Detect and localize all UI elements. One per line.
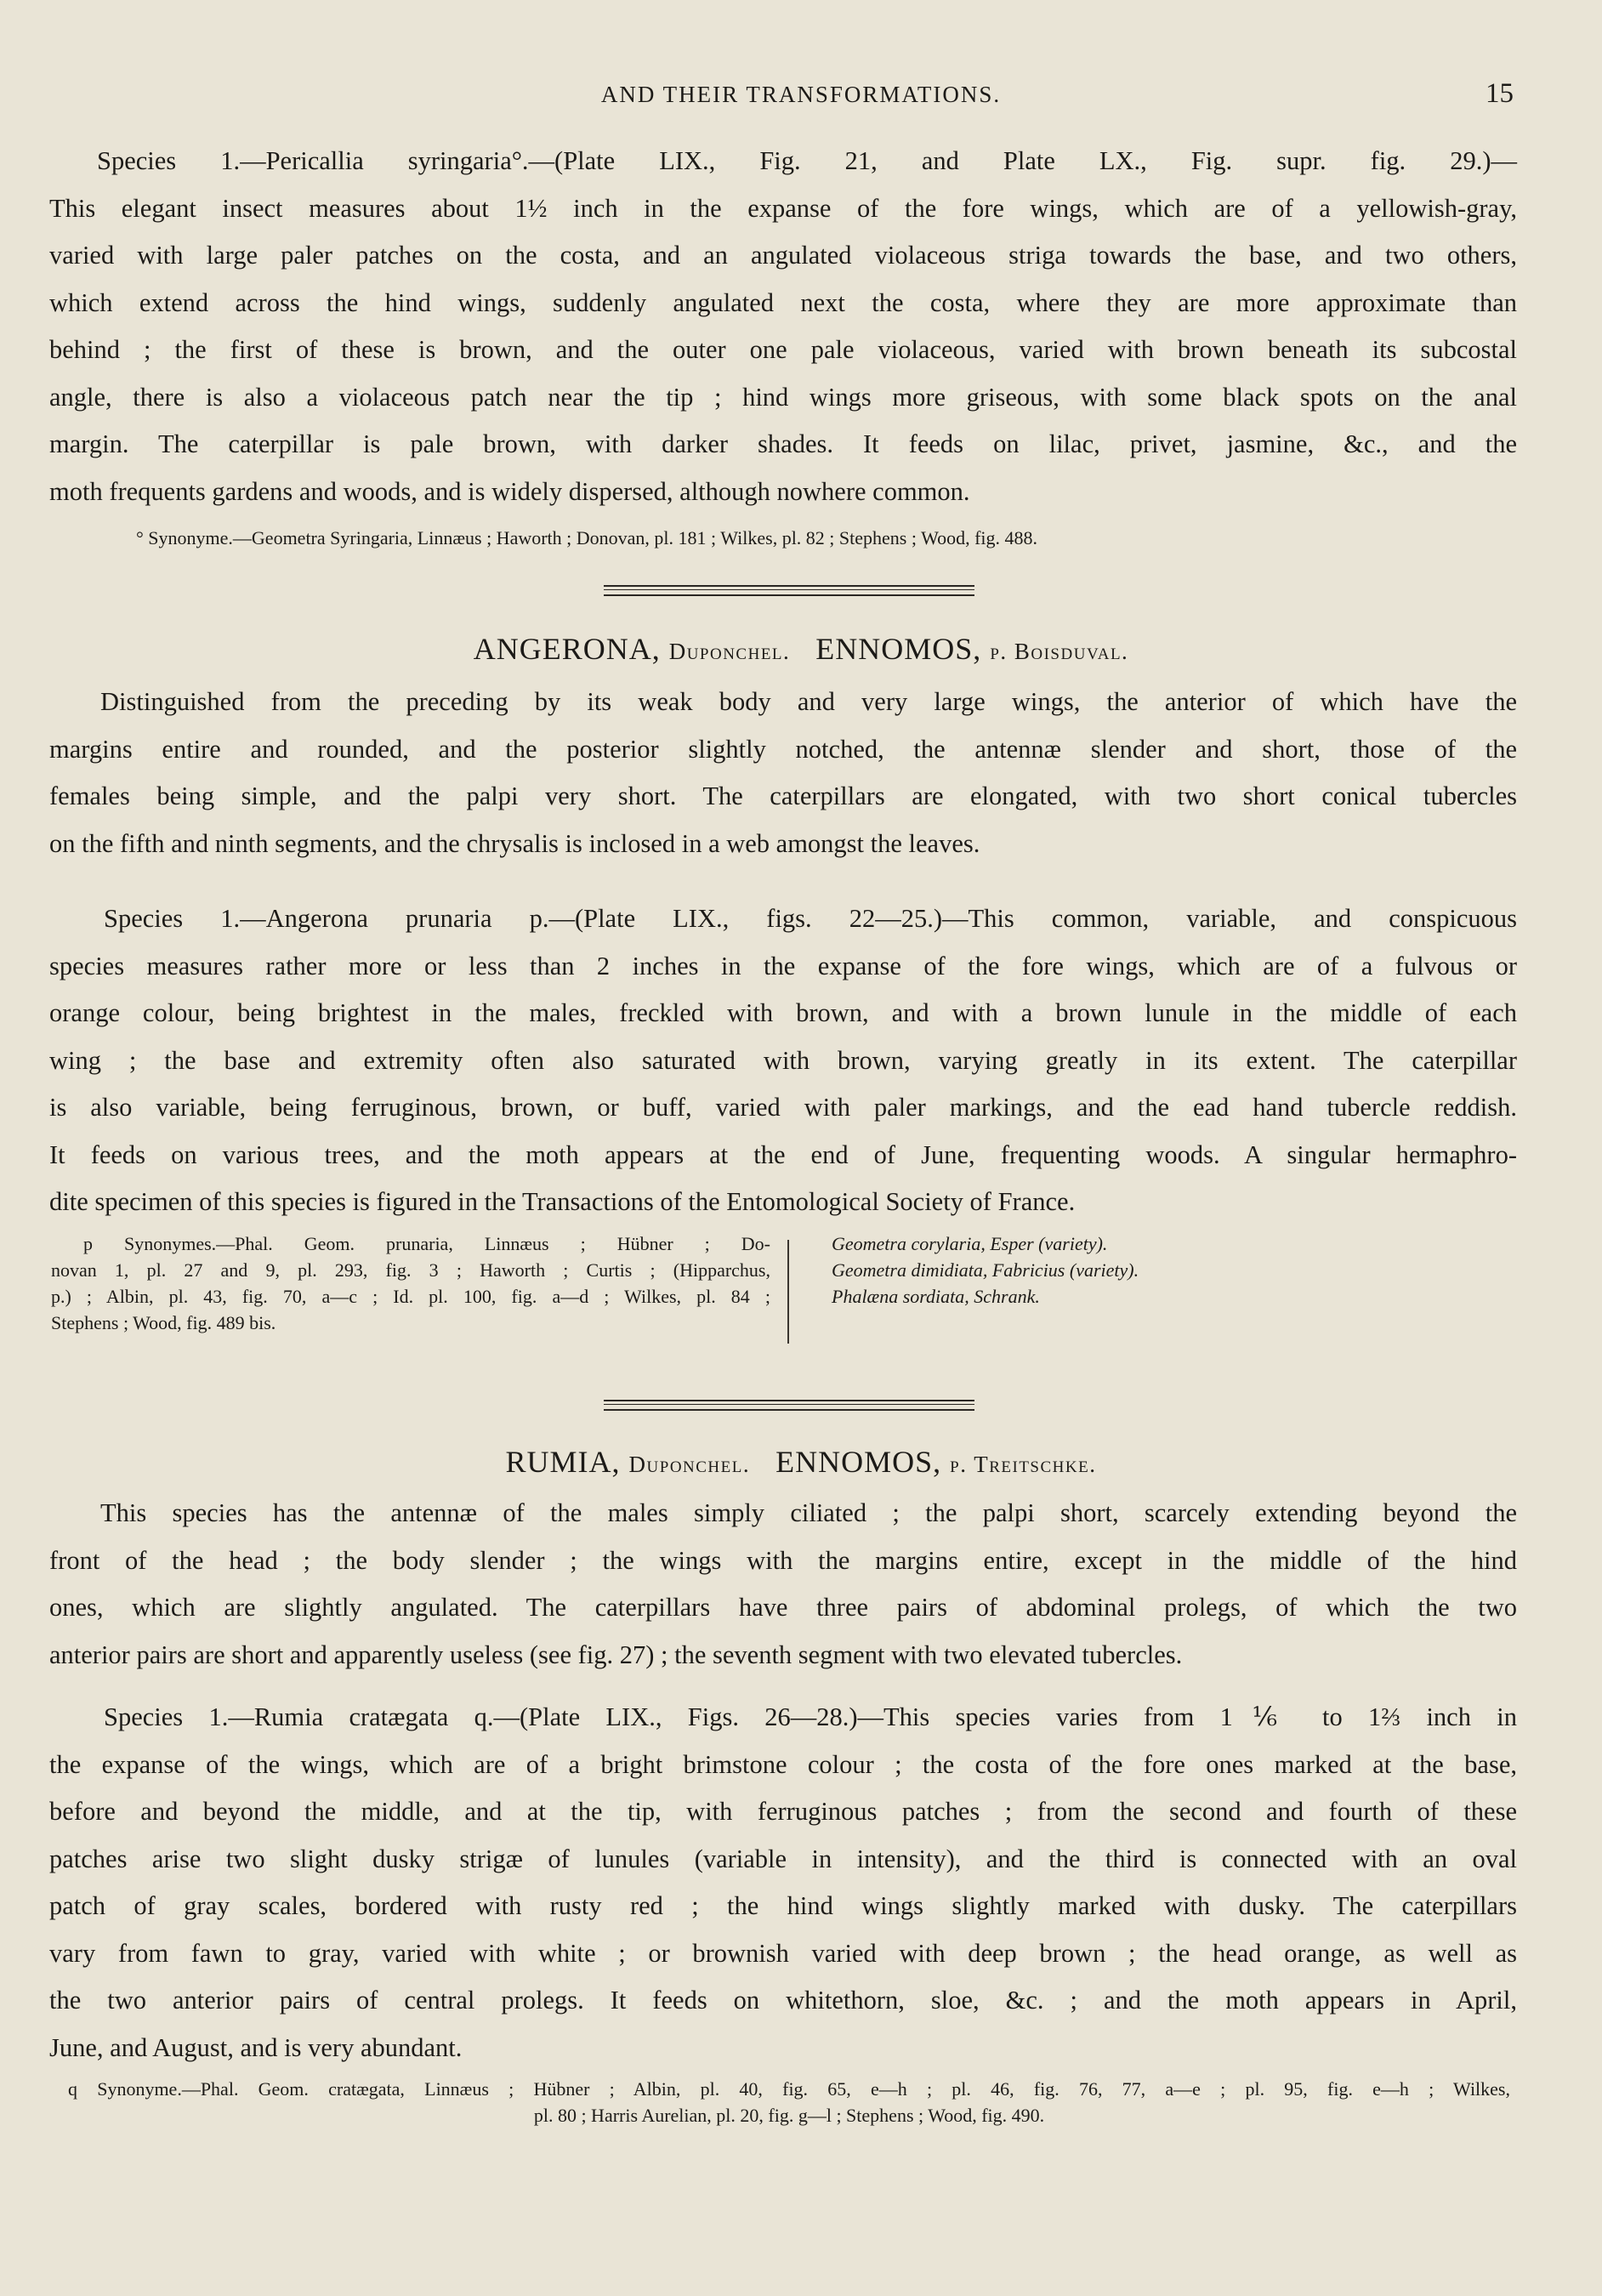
angerona-description bbox=[49, 679, 1517, 867]
footnote-line: Stephens ; Wood, fig. 489 bis. bbox=[51, 1312, 276, 1333]
footnote-o bbox=[136, 526, 1429, 552]
text-line: This elegant insect measures about 1½ inch in the expanse of the fore wings, which are of a yellowish-gray, bbox=[49, 193, 1517, 223]
footnote-line: pl. 80 ; Harris Aurelian, pl. 20, fig. g—l ; Stephens ; Wood, fig. 490. bbox=[533, 2105, 1045, 2126]
footnote-q bbox=[68, 2077, 1510, 2129]
text-line: the expanse of the wings, which are of a bright brimstone colour ; the costa of the fore ones marked at the base, bbox=[49, 1749, 1517, 1779]
species-pericallia-paragraph bbox=[49, 138, 1517, 515]
footnote-column-divider bbox=[787, 1240, 789, 1344]
footnote-line: Phalæna sordiata, Schrank. bbox=[832, 1286, 1040, 1307]
page-number: 15 bbox=[1486, 78, 1514, 109]
footnote-line: ° Synonyme.—Geometra Syringaria, Linnæus ; Haworth ; Donovan, pl. 181 ; Wilkes, pl. 82 ; Stephens ; Wood, fig. 488. bbox=[136, 527, 1038, 548]
text-line: which extend across the hind wings, suddenly angulated next the costa, where they are more approximate than bbox=[49, 287, 1517, 317]
text-line: This species has the antennæ of the males simply ciliated ; the palpi short, scarcely extending beyond the bbox=[100, 1498, 1517, 1527]
text-line: females being simple, and the palpi very short. The caterpillars are elongated, with two short conical tubercles bbox=[49, 781, 1517, 810]
genus-name: ANGERONA, bbox=[473, 632, 661, 666]
species-rumia-paragraph bbox=[49, 1694, 1517, 2072]
text-line: margin. The caterpillar is pale brown, with darker shades. It feeds on lilac, privet, jasmine, &c., and the bbox=[49, 429, 1517, 458]
genus-heading-rumia bbox=[0, 1444, 1602, 1480]
running-head: AND THEIR TRANSFORMATIONS. bbox=[600, 82, 1002, 107]
text-line: Species 1.—Pericallia syringaria°.—(Plate LIX., Fig. 21, and Plate LX., Fig. supr. fig. 29.)— bbox=[97, 146, 1517, 175]
text-line: is also variable, being ferruginous, brown, or buff, varied with paler markings, and the ead hand tubercle reddish. bbox=[49, 1093, 1517, 1122]
genus-author: Duponchel. bbox=[628, 1452, 751, 1477]
page-header bbox=[0, 78, 1602, 121]
section-divider bbox=[604, 585, 974, 596]
text-line: wing ; the base and extremity often also saturated with brown, varying greatly in its extent. The caterpillar bbox=[49, 1045, 1517, 1075]
section-divider bbox=[604, 1400, 974, 1411]
text-line: ones, which are slightly angulated. The caterpillars have three pairs of abdominal prolegs, of which the two bbox=[49, 1593, 1517, 1622]
footnote-line: Geometra corylaria, Esper (variety). bbox=[832, 1233, 1108, 1254]
text-line: behind ; the first of these is brown, and the outer one pale violaceous, varied with brown beneath its subcostal bbox=[49, 335, 1517, 364]
footnote-line: q Synonyme.—Phal. Geom. cratægata, Linnæus ; Hübner ; Albin, pl. 40, fig. 65, e—h ; pl. 46, fig. 76, 77, a—e ; pl. 95, fig. e—h ; Wilkes, bbox=[68, 2078, 1510, 2100]
text-line: orange colour, being brightest in the males, freckled with brown, and with a brown lunule in the middle of each bbox=[49, 998, 1517, 1027]
text-line: anterior pairs are short and apparently useless (see fig. 27) ; the seventh segment with two elevated tubercles. bbox=[49, 1640, 1183, 1669]
footnote-line: p.) ; Albin, pl. 43, fig. 70, a—c ; Id. pl. 100, fig. a—d ; Wilkes, pl. 84 ; bbox=[51, 1286, 770, 1307]
genus-heading-angerona bbox=[0, 631, 1602, 667]
text-line: patches arise two slight dusky strigæ of lunules (variable in intensity), and the third is connected with an oval bbox=[49, 1844, 1517, 1873]
text-line: margins entire and rounded, and the posterior slightly notched, the antennæ slender and short, those of the bbox=[49, 734, 1517, 764]
species-angerona-paragraph bbox=[49, 895, 1517, 1226]
genus-alt-author: p. Treitschke. bbox=[950, 1452, 1097, 1477]
genus-alt-name: ENNOMOS, bbox=[815, 632, 982, 666]
text-line: on the fifth and ninth segments, and the chrysalis is inclosed in a web amongst the leaves. bbox=[49, 828, 980, 858]
text-line: June, and August, and is very abundant. bbox=[49, 2032, 463, 2062]
text-line: varied with large paler patches on the costa, and an angulated violaceous striga towards the base, and two others, bbox=[49, 241, 1517, 270]
text-line: angle, there is also a violaceous patch near the tip ; hind wings more griseous, with some black spots on the anal bbox=[49, 382, 1517, 412]
text-line: dite specimen of this species is figured in the Transactions of the Entomological Society of France. bbox=[49, 1187, 1076, 1216]
text-line: Distinguished from the preceding by its weak body and very large wings, the anterior of which have the bbox=[100, 687, 1517, 716]
text-line: front of the head ; the body slender ; the wings with the margins entire, except in the middle of the hind bbox=[49, 1545, 1517, 1575]
text-line: moth frequents gardens and woods, and is widely dispersed, although nowhere common. bbox=[49, 476, 970, 506]
text-line: species measures rather more or less than 2 inches in the expanse of the fore wings, which are of a fulvous or bbox=[49, 951, 1517, 980]
text-line: before and beyond the middle, and at the tip, with ferruginous patches ; from the second and fourth of these bbox=[49, 1797, 1517, 1826]
footnote-p-right bbox=[832, 1231, 1427, 1310]
text-line: vary from fawn to gray, varied with white ; or brownish varied with deep brown ; the head orange, as well as bbox=[49, 1938, 1517, 1968]
footnote-line: novan 1, pl. 27 and 9, pl. 293, fig. 3 ; Haworth ; Curtis ; (Hipparchus, bbox=[51, 1259, 770, 1281]
genus-author: Duponchel. bbox=[668, 639, 791, 664]
text-line: Species 1.—Rumia cratægata q.—(Plate LIX., Figs. 26—28.)—This species varies from 1⅙ to 1⅔ inch in bbox=[104, 1702, 1517, 1731]
genus-name: RUMIA, bbox=[505, 1445, 621, 1479]
genus-alt-author: p. Boisduval. bbox=[990, 639, 1129, 664]
text-line: It feeds on various trees, and the moth appears at the end of June, frequenting woods. A singular hermaphro- bbox=[49, 1139, 1517, 1169]
text-line: patch of gray scales, bordered with rusty red ; the hind wings slightly marked with dusky. The caterpillars bbox=[49, 1891, 1517, 1920]
footnote-p-left bbox=[51, 1231, 770, 1337]
text-line: Species 1.—Angerona prunaria p.—(Plate LIX., figs. 22—25.)—This common, variable, and conspicuous bbox=[104, 904, 1517, 933]
footnote-line: p Synonymes.—Phal. Geom. prunaria, Linnæus ; Hübner ; Do- bbox=[83, 1233, 770, 1254]
text-line: the two anterior pairs of central prolegs. It feeds on whitethorn, sloe, &c. ; and the moth appears in April, bbox=[49, 1986, 1517, 2015]
rumia-description bbox=[49, 1490, 1517, 1679]
footnote-line: Geometra dimidiata, Fabricius (variety). bbox=[832, 1259, 1139, 1281]
genus-alt-name: ENNOMOS, bbox=[775, 1445, 942, 1479]
